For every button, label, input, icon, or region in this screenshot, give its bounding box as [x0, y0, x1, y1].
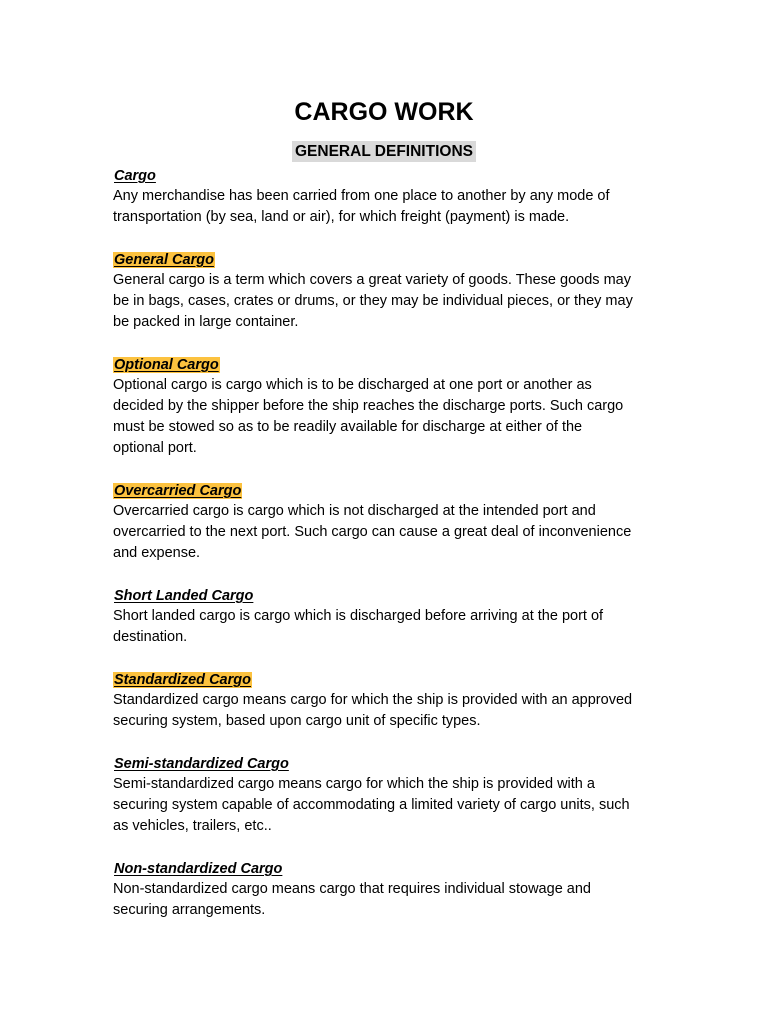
definition-section-non-standardized-cargo	[113, 858, 733, 921]
definition-heading: Non-standardized Cargo	[114, 861, 283, 877]
definition-line: Optional cargo is cargo which is to be discharged at one port or another as	[113, 377, 592, 393]
definition-line: Standardized cargo means cargo for which the ship is provided with an approved	[113, 692, 633, 708]
document-title: CARGO WORK	[294, 98, 474, 126]
definition-section-standardized-cargo	[113, 669, 733, 732]
definition-section-optional-cargo	[113, 354, 733, 459]
definition-line: overcarried to the next port. Such cargo can cause a great deal of inconvenience	[113, 524, 632, 540]
definition-section-general-cargo	[113, 249, 733, 333]
definition-line: securing system, based upon cargo unit of specific types.	[113, 713, 481, 729]
definition-heading: General Cargo	[114, 252, 214, 268]
definition-line: Non-standardized cargo means cargo that requires individual stowage and	[113, 881, 591, 897]
definition-heading: Short Landed Cargo	[114, 588, 254, 604]
definition-line: securing system capable of accommodating a limited variety of cargo units, such	[113, 797, 630, 813]
definition-line: Overcarried cargo is cargo which is not discharged at the intended port and	[113, 503, 596, 519]
definition-line: and expense.	[113, 545, 201, 561]
definition-section-short-landed-cargo	[113, 585, 733, 648]
definition-heading: Cargo	[114, 168, 156, 184]
definition-line: destination.	[113, 629, 188, 645]
definition-line: securing arrangements.	[113, 902, 266, 918]
definition-line: as vehicles, trailers, etc..	[113, 818, 272, 834]
definition-line: General cargo is a term which covers a great variety of goods. These goods may	[113, 272, 631, 288]
definition-line: be packed in large container.	[113, 314, 299, 330]
definition-section-overcarried-cargo	[113, 480, 733, 564]
definition-line: decided by the shipper before the ship reaches the discharge ports. Such cargo	[113, 398, 624, 414]
definition-section-cargo	[113, 165, 733, 228]
definition-heading: Standardized Cargo	[114, 672, 251, 688]
document-subtitle: GENERAL DEFINITIONS	[292, 141, 476, 162]
definitions-list	[113, 165, 733, 921]
definition-line: Any merchandise has been carried from one place to another by any mode of	[113, 188, 610, 204]
definition-line: transportation (by sea, land or air), for which freight (payment) is made.	[113, 209, 570, 225]
definition-heading: Semi-standardized Cargo	[114, 756, 289, 772]
definition-heading: Optional Cargo	[114, 357, 219, 373]
definition-line: Semi-standardized cargo means cargo for which the ship is provided with a	[113, 776, 595, 792]
definition-section-semi-standardized-cargo	[113, 753, 733, 837]
definition-line: must be stowed so as to be readily available for discharge at either of the	[113, 419, 583, 435]
definition-heading: Overcarried Cargo	[114, 483, 242, 499]
definition-line: optional port.	[113, 440, 197, 456]
definition-line: be in bags, cases, crates or drums, or they may be individual pieces, or they may	[113, 293, 633, 309]
subtitle-container	[0, 141, 768, 163]
definition-line: Short landed cargo is cargo which is discharged before arriving at the port of	[113, 608, 604, 624]
